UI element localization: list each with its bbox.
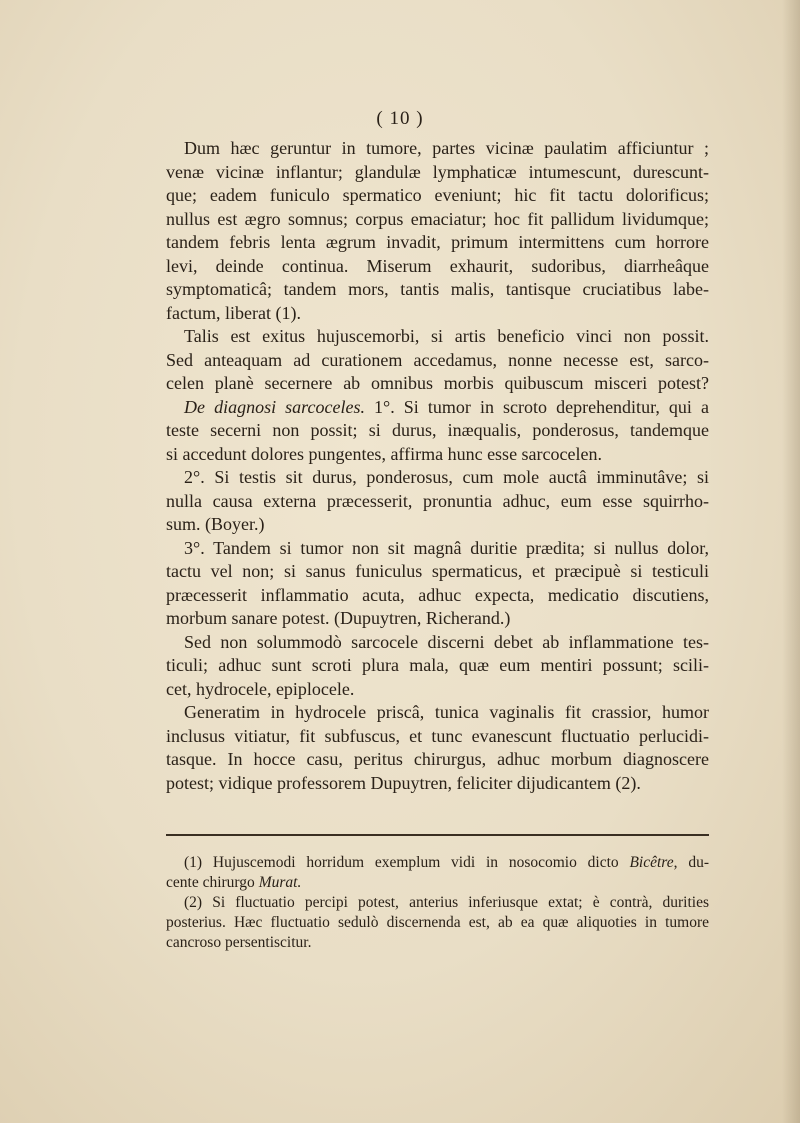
text-line: teste secerni non possit; si durus, inæqualis, ponderosus, tandemque [166, 420, 709, 440]
text-line: sum. (Boyer.) [166, 514, 265, 534]
text-line: inclusus vitiatur, fit subfuscus, et tunc evanescunt fluctuatio perlucidi- [166, 725, 709, 746]
text-line: Dum hæc geruntur in tumore, partes vicinæ paulatim afficiuntur ; [184, 138, 709, 158]
footnote-line: (1) Hujuscemodi horridum exemplum vidi in nosocomio dicto Bicêtre, du- [184, 854, 709, 871]
text-line: Generatim in hydrocele priscâ, tunica vaginalis fit crassior, humor [184, 702, 709, 722]
text-line: symptomaticâ; tandem mors, tantis malis, tantisque cruciatibus labe- [166, 279, 709, 299]
footnotes [166, 853, 709, 953]
text-line: 3°. Tandem si tumor non sit magnâ duritie prædita; si nullus dolor, [184, 537, 709, 558]
text-line: nulla causa externa præcesserit, pronuntia adhuc, eum esse squirrho- [166, 490, 709, 511]
text-line: levi, deinde continua. Miserum exhaurit, sudoribus, diarrheâque [166, 255, 709, 276]
footnote-line: cente chirurgo Murat. [166, 874, 302, 891]
page-number: ( 10 ) [376, 108, 424, 129]
text-line: ticuli; adhuc sunt scroti plura mala, quæ eum mentiri possunt; scili- [166, 655, 709, 675]
text-line: tasque. In hocce casu, peritus chirurgus, adhuc morbum diagnoscere [166, 749, 709, 769]
text-line-diagnosis: De diagnosi sarcoceles. 1°. Si tumor in scroto deprehenditur, qui a [184, 396, 709, 417]
text-line: tandem febris lenta ægrum invadit, primum intermittens cum horrore [166, 232, 709, 252]
text-line: Sed non solummodò sarcocele discerni debet ab inflammatione tes- [184, 631, 709, 652]
text-line: nullus est ægro somnus; corpus emaciatur; hoc fit pallidum lividumque; [166, 208, 709, 229]
main-text [166, 137, 709, 795]
footnote-line: posterius. Hæc fluctuatio sedulò discernenda est, ab ea quæ aliquoties in tumore [166, 914, 709, 931]
text-line: factum, liberat (1). [166, 302, 301, 323]
text-line: 2°. Si testis sit durus, ponderosus, cum mole auctâ imminutâve; si [184, 467, 709, 487]
text-line: si accedunt dolores pungentes, affirma hunc esse sarcocelen. [166, 443, 602, 464]
text-line: Sed anteaquam ad curationem accedamus, nonne necesse est, sarco- [166, 349, 709, 370]
italic-heading: De diagnosi sarcoceles. [184, 396, 365, 417]
footnote-line: (2) Si fluctuatio percipi potest, anterius inferiusque extat; è contrà, durities [184, 894, 709, 911]
page-edge-shadow [782, 0, 800, 1123]
text-line: cet, hydrocele, epiplocele. [166, 678, 355, 699]
text-line: potest; vidique professorem Dupuytren, feliciter dijudicantem (2). [166, 772, 641, 793]
text-line: que; eadem funiculo spermatico eveniunt; hic fit tactu dolorificus; [166, 185, 709, 205]
footnote-divider [166, 834, 709, 836]
text-line: Talis est exitus hujuscemorbi, si artis beneficio vinci non possit. [184, 326, 709, 346]
text-line: præcesserit inflammatio acuta, adhuc expecta, medicatio discutiens, [166, 584, 709, 605]
text-line: celen planè secernere ab omnibus morbis quibuscum misceri potest? [166, 373, 709, 393]
text-line: tactu vel non; si sanus funiculus spermaticus, et præcipuè si testiculi [166, 561, 709, 581]
footnote-line: cancroso persentiscitur. [166, 934, 312, 951]
text-line: morbum sanare potest. (Dupuytren, Richerand.) [166, 608, 511, 628]
text-line: venæ vicinæ inflantur; glandulæ lymphaticæ intumescunt, durescunt- [166, 161, 709, 182]
